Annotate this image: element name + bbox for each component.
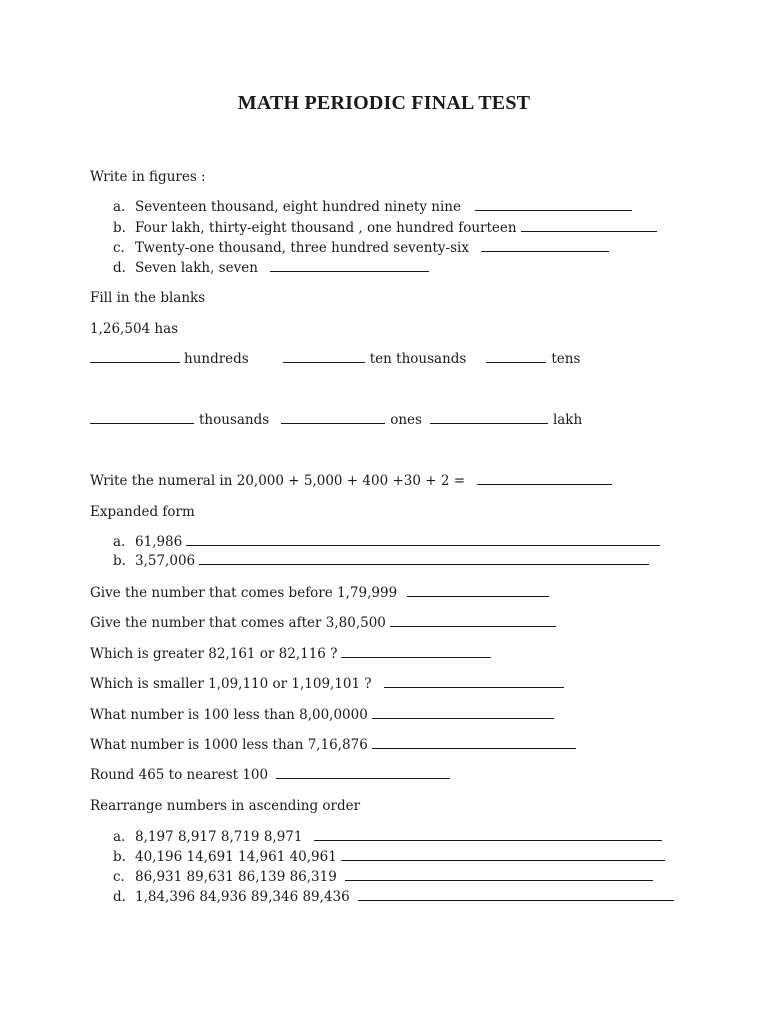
answer-blank[interactable] (372, 706, 554, 719)
answer-blank[interactable] (475, 198, 632, 211)
list-item: d. Seven lakh, seven (113, 258, 429, 278)
fill-blanks-row-1: hundreds ten thousands tens (90, 349, 580, 369)
given-number: 1,26,504 has (90, 321, 179, 337)
question-less-1000: What number is 1000 less than 7,16,876 (90, 735, 576, 755)
question-after: Give the number that comes after 3,80,500 (90, 613, 556, 633)
section-heading-ascending-order: Rearrange numbers in ascending order (90, 798, 361, 814)
list-item: a. 8,197 8,917 8,719 8,971 (113, 827, 662, 847)
question-before: Give the number that comes before 1,79,999 (90, 583, 549, 603)
list-item: c. 86,931 89,631 86,139 86,319 (113, 867, 653, 887)
answer-blank[interactable] (372, 736, 576, 749)
answer-blank[interactable] (90, 350, 180, 363)
section-heading-fill-in-the-blanks: Fill in the blanks (90, 290, 206, 306)
answer-blank[interactable] (345, 868, 653, 881)
answer-blank[interactable] (314, 828, 662, 841)
page-title: MATH PERIODIC FINAL TEST (237, 92, 531, 114)
question-numeral: Write the numeral in 20,000 + 5,000 + 400 +30 + 2 = (90, 471, 612, 491)
answer-blank[interactable] (384, 675, 564, 688)
answer-blank[interactable] (430, 411, 548, 424)
question-smaller: Which is smaller 1,09,110 or 1,109,101 ? (90, 674, 564, 694)
answer-blank[interactable] (486, 350, 546, 363)
list-item: b. 3,57,006 (113, 551, 649, 571)
answer-blank[interactable] (283, 350, 365, 363)
answer-blank[interactable] (481, 239, 609, 252)
list-item: d. 1,84,396 84,936 89,346 89,436 (113, 887, 674, 907)
answer-blank[interactable] (199, 552, 649, 565)
list-item: a. Seventeen thousand, eight hundred ninety nine (113, 197, 632, 217)
section-heading-expanded-form: Expanded form (90, 504, 195, 520)
answer-blank[interactable] (90, 411, 194, 424)
list-item: b. Four lakh, thirty-eight thousand , one hundred fourteen (113, 218, 657, 238)
answer-blank[interactable] (270, 259, 429, 272)
answer-blank[interactable] (407, 584, 549, 597)
answer-blank[interactable] (276, 766, 450, 779)
question-round: Round 465 to nearest 100 (90, 765, 450, 785)
list-item: b. 40,196 14,691 14,961 40,961 (113, 847, 665, 867)
question-less-100: What number is 100 less than 8,00,0000 (90, 705, 554, 725)
list-item: a. 61,986 (113, 532, 660, 552)
answer-blank[interactable] (186, 533, 660, 546)
answer-blank[interactable] (281, 411, 385, 424)
answer-blank[interactable] (358, 888, 674, 901)
question-greater: Which is greater 82,161 or 82,116 ? (90, 644, 491, 664)
answer-blank[interactable] (341, 848, 665, 861)
section-heading-write-in-figures: Write in figures : (90, 169, 206, 185)
answer-blank[interactable] (341, 645, 491, 658)
answer-blank[interactable] (521, 219, 657, 232)
fill-blanks-row-2: thousands ones lakh (90, 410, 582, 430)
answer-blank[interactable] (477, 472, 612, 485)
answer-blank[interactable] (390, 614, 556, 627)
list-item: c. Twenty-one thousand, three hundred seventy-six (113, 238, 609, 258)
